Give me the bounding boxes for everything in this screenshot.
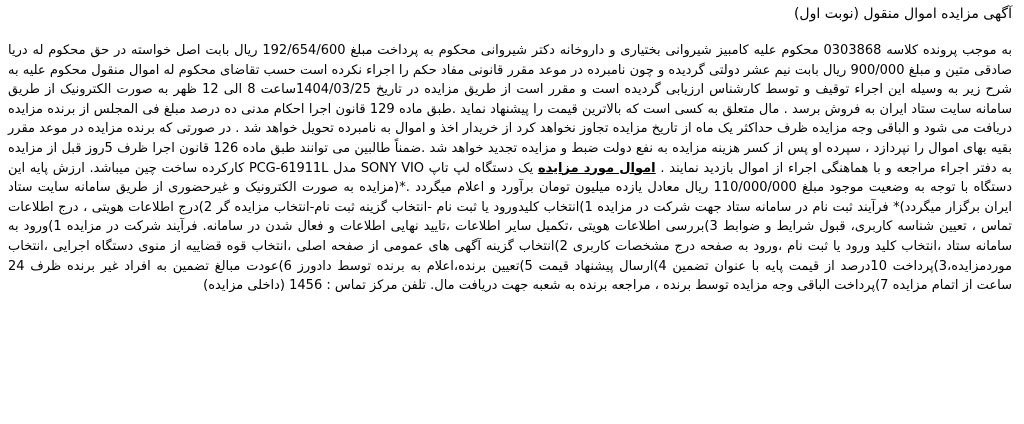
- notice-body: [8, 41, 1012, 296]
- notice-body-intro: به موجب پرونده کلاسه 0303868 محکوم علیه کامبیز شیروانی بختیاری و داروخانه دکتر شیروانی محکوم به پرداخت مبلغ 192/654/600 ریال بابت اصل خواسته در حق محکوم له دریا صادقی متین و مبلغ 900/000 ریال بابت نیم عشر دولتی گردیده و چون نامبرده در موعد مقرر قانونی مفاد حکم را اجراء نکرده است حسب تقاضای محکوم له اموال منقول محکوم علیه به شرح زیر به وسیله این اجراء توقیف و توسط کارشناس ارزیابی گردیده است و مقرر است از طریق مزایده در تاریخ 1404/03/25ساعت 8 الی 12 ظهر به صورت الکترونیک از طریق سامانه سایت ستاد ایران به فروش برسد . مال متعلق به کسی است که بالاترین قیمت را پیشنهاد نماید .طبق ماده 129 قانون اجرا احکام مدنی ده درصد مبلغ فی المجلس از برنده مزایده دریافت می شود و الباقی وجه مزایده ظرف حداکثر یک ماه از تاریخ مزایده تجاوز نخواهد کرد از خریدار اخذ و اموال به نامبرده تحویل خواهد شد . در صورتی که برنده مزایده در موعد مقرر بقیه بهای اموال را نپردازد ، سپرده او پس از کسر هزینه مزایده به نفع دولت ضبط و مزایده تجدید خواهد شد .ضمناً طالبین می توانند طبق ماده 126 قانون اجرا ظرف 5روز قبل از مزایده به دفتر اجراء مراجعه و با هماهنگی اجراء از اموال بازدید نمایند .: [8, 43, 1013, 176]
- notice-body-details: یک دستگاه لپ تاپ SONY VIO مدل PCG-61911L کارکرده ساخت چین میباشد. ارزش پایه این دستگاه با توجه به وضعیت موجود مبلغ 110/000/000 ریال معادل یازده میلیون تومان برآورد و اعلام میگردد .*(مزایده به صورت الکترونیک و غیرحضوری از طریق سامانه سایت ستاد ایران برگزار میگردد)* فرآیند ثبت نام در سامانه ستاد جهت شرکت در مزایده 1)انتخاب کلیدورود یا ثبت نام -انتخاب گزینه ثبت نام-انتخاب مزایده گر 2)درج اطلاعات هویتی ، درج اطلاعات تماس ، تعیین شناسه کاربری، قبول شرایط و ضوابط 3)بررسی اطلاعات هویتی ،تکمیل سایر اطلاعات ،تایید نهایی اطلاعات و فعال شدن در سامانه. فرآیند شرکت در مزایده 1)ورود به سامانه ستاد ،انتخاب کلید ورود یا ثبت نام ،ورود به صفحه درج مشخصات کاربری 2)انتخاب گزینه آگهی های عمومی از صفحه اصلی ،انتخاب قوه قضاییه از منوی دستگاه اجرایی ،انتخاب موردمزایده،3)پرداخت 10درصد از قیمت پایه با عنوان تضمین 4)ارسال پیشنهاد قیمت 5)تعیین برنده،اعلام به برنده توسط دادورز 6)عودت مبالغ تضمین به افراد غیر برنده ظرف 24 ساعت از اتمام مزایده 7)پرداخت الباقی وجه مزایده توسط برنده ، مراجعه برنده به شعبه جهت دریافت مال. تلفن مرکز تماس : 1456 (داخلی مزایده): [8, 160, 1013, 294]
- notice-title: آگهی مزایده اموال منقول (نوبت اول): [793, 6, 1012, 22]
- auction-items-heading: اموال مورد مزایده: [537, 160, 656, 176]
